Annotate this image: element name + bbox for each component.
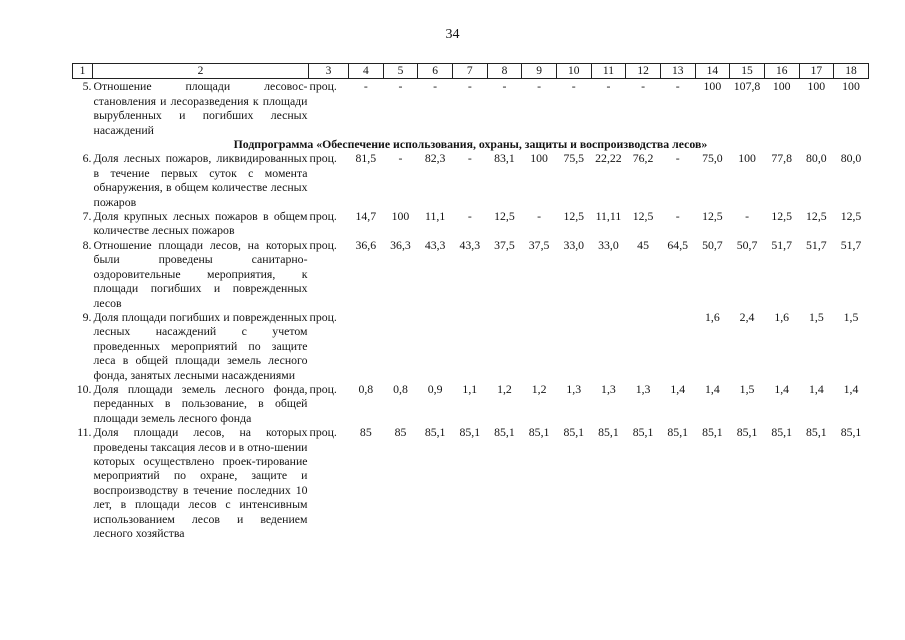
unit-cell: проц. [309, 381, 337, 396]
value-cell: - [433, 79, 438, 94]
value-cell: 0,8 [393, 381, 408, 396]
subprogram-title: Подпрограмма «Обеспечение использования, охраны, защиты и воспроизводства лесов» [233, 137, 708, 152]
value-cell: 45 [637, 237, 649, 252]
value-cell: 50,7 [736, 237, 758, 252]
value-cell: 81,5 [355, 151, 377, 166]
header-cell: 18 [834, 64, 869, 79]
value-cell: 37,5 [494, 237, 515, 252]
value-cell: 12,5 [806, 209, 827, 224]
header-cell: 10 [556, 64, 591, 79]
value-cell: 76,2 [632, 151, 654, 166]
value-cell: - [398, 79, 403, 94]
value-cell: 2,4 [739, 309, 755, 324]
indicators-table [72, 63, 869, 540]
value-cell: 85 [359, 425, 372, 440]
table-row [73, 79, 869, 137]
value-cell: 36,3 [390, 237, 411, 252]
value-cell: 80,0 [806, 151, 827, 166]
value-cell: 43,3 [424, 237, 446, 252]
row-number: 7. [82, 209, 92, 224]
value-cell [487, 310, 522, 382]
value-cell: 43,3 [459, 237, 481, 252]
row-number: 11. [77, 425, 92, 440]
unit-cell: проц. [309, 237, 337, 252]
value-cell: 85,1 [598, 425, 619, 440]
table-header-row [73, 64, 869, 79]
value-cell: 100 [738, 151, 756, 166]
value-cell: 85,1 [736, 425, 758, 440]
value-cell: 12,5 [702, 209, 723, 224]
value-cell: 1,5 [739, 381, 755, 396]
value-cell: 14,7 [355, 209, 377, 224]
header-cell: 4 [349, 64, 384, 79]
value-cell: 85 [394, 425, 407, 440]
header-cell: 15 [730, 64, 765, 79]
value-cell: 85,1 [840, 425, 862, 440]
unit-cell: проц. [309, 209, 337, 224]
value-cell [383, 310, 418, 382]
value-cell: 12,5 [632, 209, 654, 224]
value-cell: 33,0 [598, 237, 619, 252]
value-cell: - [467, 209, 472, 224]
value-cell: 1,4 [808, 381, 824, 396]
value-cell: - [606, 79, 611, 94]
value-cell: 100 [772, 79, 791, 94]
value-cell: 51,7 [771, 237, 793, 252]
unit-cell: проц. [309, 309, 337, 324]
unit-cell: проц. [309, 151, 337, 166]
value-cell: 12,5 [771, 209, 793, 224]
value-cell [626, 310, 661, 382]
value-cell: 1,6 [774, 309, 790, 324]
value-cell: 0,8 [358, 381, 374, 396]
value-cell: 85,1 [702, 425, 723, 440]
value-cell: 12,5 [840, 209, 862, 224]
value-cell: 107,8 [733, 79, 761, 94]
header-cell: 9 [522, 64, 557, 79]
header-cell: 7 [452, 64, 487, 79]
row-number: 5. [82, 79, 92, 94]
header-cell: 14 [695, 64, 730, 79]
indicator-name: Доля лесных пожаров, ликвидированных в течение первых суток с момента обнаружения, в общем количестве лесных пожаров [93, 151, 308, 209]
value-cell: 80,0 [840, 151, 862, 166]
header-cell: 17 [799, 64, 834, 79]
value-cell: 1,4 [774, 381, 790, 396]
value-cell [556, 310, 591, 382]
value-cell: 33,0 [563, 237, 585, 252]
value-cell: 37,5 [528, 237, 550, 252]
value-cell: 1,2 [531, 381, 547, 396]
value-cell: 85,1 [424, 425, 446, 440]
value-cell: 100 [391, 209, 410, 224]
value-cell [349, 310, 384, 382]
table-row [73, 310, 869, 382]
value-cell: 51,7 [840, 237, 862, 252]
value-cell: 64,5 [667, 237, 689, 252]
value-cell: 12,5 [494, 209, 515, 224]
indicator-name: Доля площади лесов, на которых проведены таксация лесов и в отно-шении которых осуществлено проек-тирование мероприятий по охране, защите и воспроизводству в течение последних 10 лет, в площади лесов с интенсивным использованием лесов и ведением лесного хозяйства [93, 425, 308, 540]
value-cell: 85,1 [528, 425, 550, 440]
row-number: 10. [76, 381, 92, 396]
value-cell: 85,1 [667, 425, 689, 440]
value-cell: - [502, 79, 507, 94]
indicator-name: Отношение площади лесов, на которых были проведены санитарно-оздоровительные мероприятия, к площади погибших и поврежденных лесов [93, 237, 308, 310]
value-cell: 75,0 [702, 151, 723, 166]
header-cell: 2 [93, 64, 309, 79]
table-row [73, 382, 869, 425]
row-number: 8. [82, 237, 92, 252]
value-cell: 1,1 [462, 381, 478, 396]
value-cell: 22,22 [595, 151, 622, 166]
value-cell [522, 310, 557, 382]
table-row [73, 151, 869, 209]
value-cell: 83,1 [494, 151, 515, 166]
value-cell: 11,11 [595, 209, 622, 224]
value-cell: 12,5 [563, 209, 585, 224]
value-cell: 75,5 [563, 151, 585, 166]
value-cell: 82,3 [424, 151, 446, 166]
row-number: 9. [82, 309, 92, 324]
header-cell: 5 [383, 64, 418, 79]
value-cell: 50,7 [702, 237, 723, 252]
value-cell [591, 310, 626, 382]
value-cell: 0,9 [427, 381, 443, 396]
value-cell: 85,1 [494, 425, 515, 440]
value-cell: - [641, 79, 646, 94]
value-cell: 1,6 [705, 309, 720, 324]
value-cell: 100 [807, 79, 826, 94]
value-cell: - [537, 79, 542, 94]
value-cell: 100 [530, 151, 548, 166]
value-cell: 85,1 [771, 425, 793, 440]
indicator-name: Доля крупных лесных пожаров в общем количестве лесных пожаров [93, 209, 308, 238]
value-cell: 77,8 [771, 151, 793, 166]
value-cell: 1,2 [497, 381, 512, 396]
value-cell [418, 310, 453, 382]
value-cell: 1,3 [601, 381, 616, 396]
header-cell: 12 [626, 64, 661, 79]
table-row [73, 425, 869, 540]
indicator-name: Отношение площади лесовос-становления и лесоразведения к площади вырубленных и погибших лесных насаждений [93, 79, 308, 137]
value-cell [452, 310, 487, 382]
table-row [73, 238, 869, 310]
value-cell: - [571, 79, 576, 94]
value-cell: 85,1 [459, 425, 481, 440]
header-cell: 3 [309, 64, 349, 79]
value-cell: 1,5 [843, 309, 859, 324]
value-cell: - [363, 79, 368, 94]
value-cell: 51,7 [806, 237, 827, 252]
value-cell [660, 310, 695, 382]
value-cell: - [467, 151, 472, 166]
value-cell: 11,1 [425, 209, 446, 224]
value-cell: - [675, 151, 680, 166]
page-number: 34 [445, 27, 460, 42]
header-cell: 11 [591, 64, 626, 79]
value-cell: - [745, 209, 750, 224]
value-cell: - [675, 79, 680, 94]
value-cell: - [537, 209, 542, 224]
row-number: 6. [82, 151, 92, 166]
value-cell: 85,1 [632, 425, 654, 440]
value-cell: 1,4 [670, 381, 686, 396]
header-cell: 16 [764, 64, 799, 79]
value-cell: - [675, 209, 680, 224]
value-cell: 1,5 [808, 309, 824, 324]
unit-cell: проц. [309, 79, 337, 94]
value-cell: - [467, 79, 472, 94]
header-cell: 6 [418, 64, 453, 79]
subprogram-row [73, 137, 869, 151]
indicator-name: Доля площади земель лесного фонда, переданных в пользование, в общей площади земель лесного фонда [93, 381, 308, 425]
value-cell: 1,3 [635, 381, 651, 396]
header-cell: 1 [73, 64, 93, 79]
indicator-name: Доля площади погибших и поврежденных лесных насаждений с учетом проведенных мероприятий по защите леса в общей площади земель лесного фонда, занятых лесными насаждениями [93, 309, 308, 382]
value-cell: 100 [842, 79, 860, 94]
value-cell: - [398, 151, 403, 166]
value-cell: 1,3 [566, 381, 582, 396]
value-cell: 100 [703, 79, 722, 94]
value-cell: 1,4 [843, 381, 859, 396]
table-row [73, 209, 869, 238]
value-cell: 36,6 [355, 237, 377, 252]
unit-cell: проц. [309, 425, 337, 440]
value-cell: 85,1 [563, 425, 585, 440]
value-cell: 1,4 [705, 381, 720, 396]
value-cell: 85,1 [806, 425, 827, 440]
header-cell: 8 [487, 64, 522, 79]
header-cell: 13 [660, 64, 695, 79]
